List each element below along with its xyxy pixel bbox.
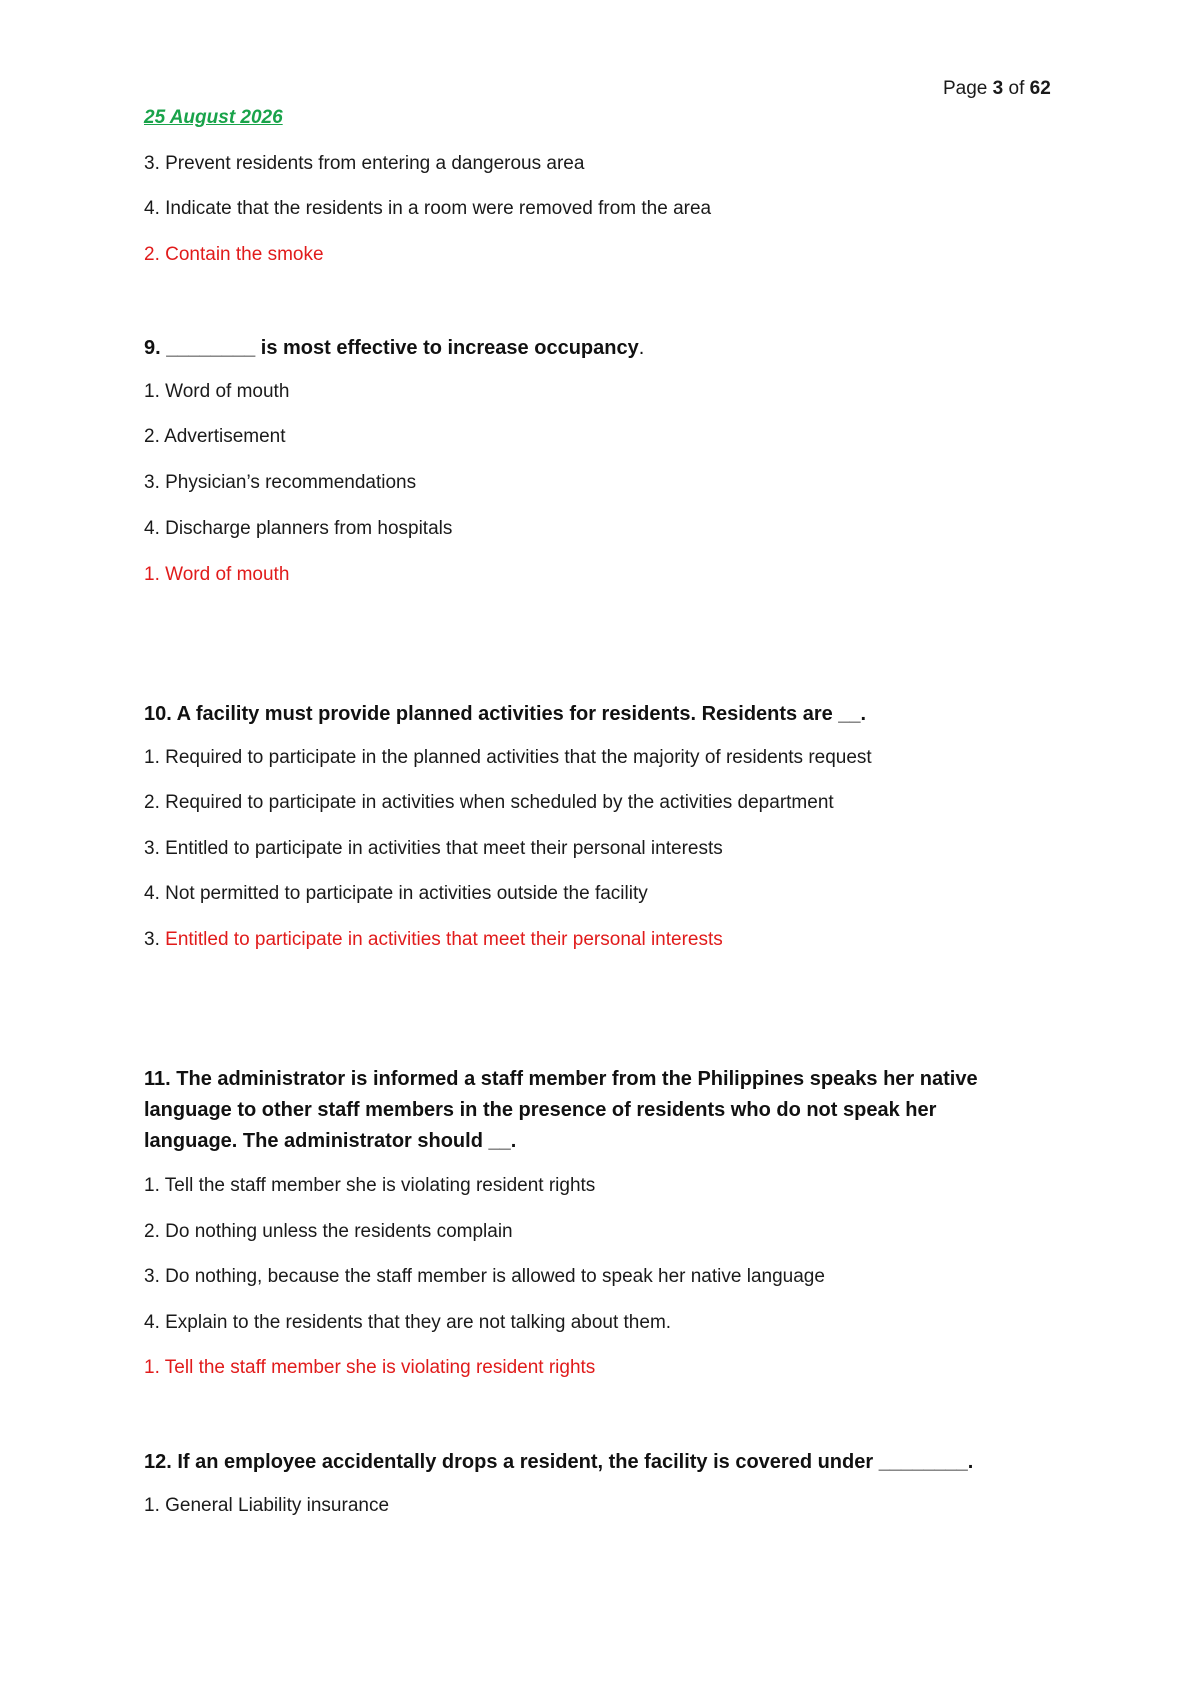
q9-option: 1. Word of mouth [144,381,290,402]
q11-question-line: 11. The administrator is informed a staff member from the Philippines speaks her native [144,1068,978,1090]
q11-option: 4. Explain to the residents that they are not talking about them. [144,1312,672,1333]
q10-option: 2. Required to participate in activities when scheduled by the activities department [144,792,834,813]
q9-question [144,333,1044,364]
q10-question: 10. A facility must provide planned activities for residents. Residents are __. [144,703,867,725]
document-date: 25 August 2026 [144,107,283,128]
q11-question-line: language. The administrator should __. [144,1130,517,1152]
q10-option: 4. Not permitted to participate in activities outside the facility [144,883,648,904]
q11-answer: 1. Tell the staff member she is violating resident rights [144,1357,596,1378]
q9-option: 2. Advertisement [144,426,286,447]
q9-option: 3. Physician’s recommendations [144,472,417,493]
q9-question-trail: . [638,337,645,359]
q10-option: 1. Required to participate in the planned activities that the majority of residents request [144,747,872,768]
q9-question-text: 9. ________ is most effective to increase occupancy [144,337,639,359]
page-number [943,78,1051,100]
q10-answer [144,928,723,952]
q11-question-line: language to other staff members in the presence of residents who do not speak her [144,1099,937,1121]
q11-option: 2. Do nothing unless the residents complain [144,1221,513,1242]
q11-option: 3. Do nothing, because the staff member is allowed to speak her native language [144,1266,825,1287]
q9-option: 4. Discharge planners from hospitals [144,518,453,539]
q8-option: 3. Prevent residents from entering a dangerous area [144,153,585,174]
q10-answer-number: 3. [144,929,160,950]
page-of: of [1008,78,1025,99]
q11-question [144,1064,1044,1157]
page-current: 3 [992,78,1004,99]
q8-answer: 2. Contain the smoke [144,244,324,265]
q9-answer: 1. Word of mouth [144,564,290,585]
page-label: Page [943,78,988,99]
q11-option: 1. Tell the staff member she is violating resident rights [144,1175,596,1196]
q10-option: 3. Entitled to participate in activities that meet their personal interests [144,838,723,859]
page-total: 62 [1029,78,1051,99]
q10-answer-text: Entitled to participate in activities that meet their personal interests [165,929,723,950]
q12-option: 1. General Liability insurance [144,1495,390,1516]
q12-question: 12. If an employee accidentally drops a resident, the facility is covered under ________. [144,1451,974,1473]
q8-option: 4. Indicate that the residents in a room were removed from the area [144,198,712,219]
